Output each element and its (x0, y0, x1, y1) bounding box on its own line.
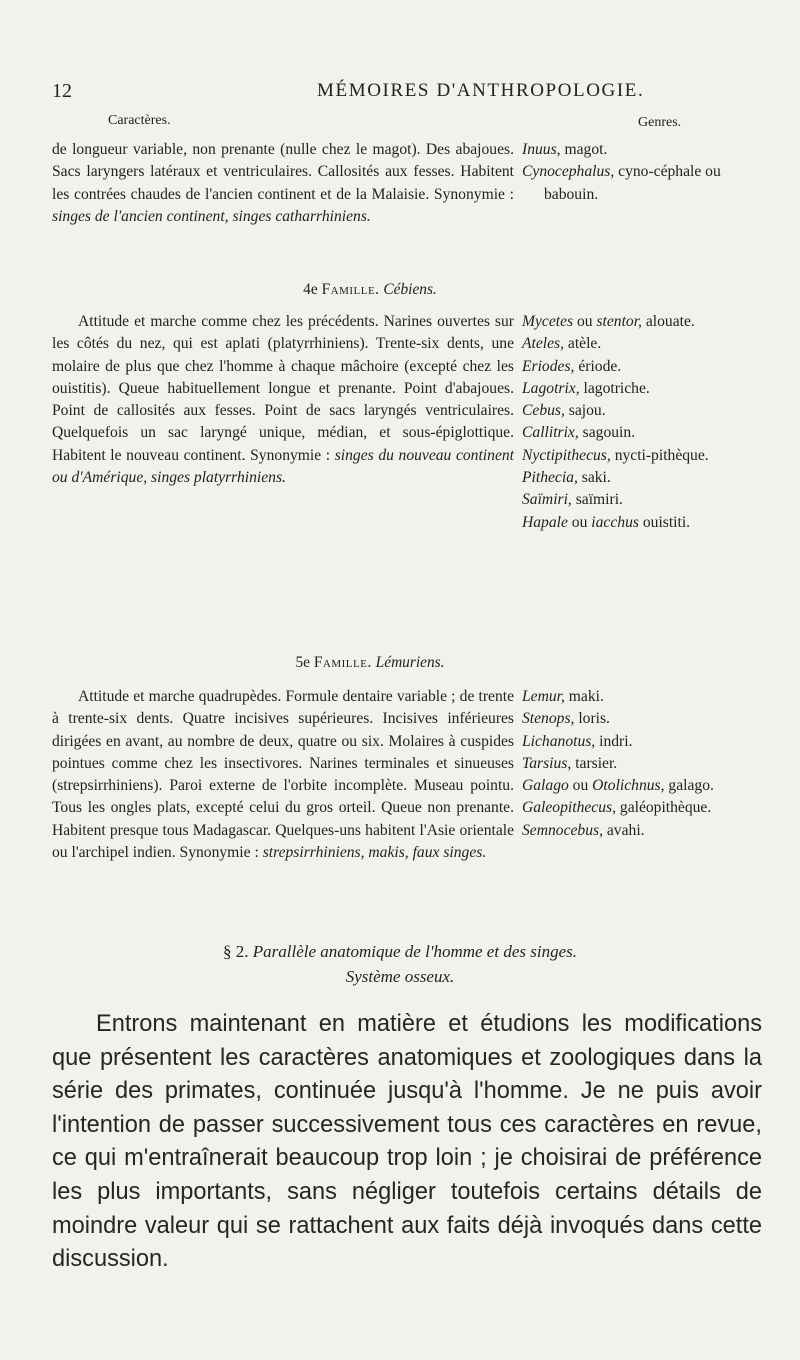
block1-genera (522, 139, 767, 206)
block1-synonym: singes de l'ancien continent, singes catharrhiniens. (52, 207, 371, 225)
block3-text: Attitude et marche quadrupèdes. Formule dentaire variable ; de trente à trente-six dents. Quatre incisives supérieures. Incisives inférieures dirigées en avant, au nombre de deux, quatre ou six. Molaires à cuspides pointues comme chez les insectivores. Narines terminales et sinueuses (strepsirrhiniens). Paroi externe de l'orbite incomplète. Museau pointu. Tous les ongles plats, excepté celui du gros orteil. Queue non prenante. Habitent presque tous Madagascar. Quelques-uns habitent l'Asie orientale ou l'archipel indien. Synonymie : (52, 688, 514, 862)
section-subtitle: Système osseux. (345, 967, 455, 986)
block2-synonym: singes du nouveau continent ou d'Amérique, singes platyrrhiniens. (52, 446, 514, 487)
page-number: 12 (52, 80, 72, 102)
genus-entry: Stenops, loris. (522, 710, 610, 728)
block2-genera (522, 311, 767, 534)
genus-entry: Nyctipithecus, nycti-pithèque. (522, 446, 709, 464)
running-title: MÉMOIRES D'ANTHROPOLOGIE. (317, 80, 645, 101)
section-title: § 2. Parallèle anatomique de l'homme et des singes. (223, 942, 577, 961)
body-text (52, 1008, 762, 1277)
genus-entry: Callitrix, sagouin. (522, 424, 636, 442)
family-heading-5: 5e Famille. Lémuriens. (295, 654, 445, 671)
genus-entry: Cebus, sajou. (522, 402, 606, 420)
family-heading-4: 4e Famille. Cébiens. (303, 281, 437, 298)
block3-synonym: strepsirrhiniens, makis, faux singes. (262, 844, 487, 862)
running-head (52, 80, 732, 110)
genus-entry: Cynocephalus, cyno-céphale ou babouin. (522, 163, 721, 203)
genus-entry: Lagotrix, lagotriche. (522, 379, 650, 397)
genus-entry: Lichanotus, indri. (522, 732, 633, 750)
genus-entry: Semnocebus, avahi. (522, 821, 645, 839)
genus-entry: Pithecia, saki. (522, 469, 611, 487)
genus-entry: Hapale ou iacchus ouistiti. (522, 513, 691, 531)
genus-entry: Eriodes, ériode. (522, 357, 622, 375)
genus-entry: Saïmiri, saïmiri. (522, 491, 623, 509)
genus-entry: Lemur, maki. (522, 688, 604, 705)
block1-characters (52, 139, 514, 228)
genus-entry: Inuus, magot. (522, 141, 608, 158)
block2-characters (52, 311, 514, 489)
genus-entry: Galago ou Otolichnus, galago. (522, 777, 714, 795)
block2-text: Attitude et marche comme chez les précédents. Narines ouvertes sur les côtés du nez, qui est aplati (platyrrhiniens). Trente-six dents, une molaire de plus que chez l'homme à chaque mâchoire (excepté chez les ouistitis). Queue habituellement longue et prenante. Point d'abajoues. Point de callosités aux fesses. Point de sacs laryngés ventriculaires. Quelquefois un sac laryngé unique, médian, et sous-épiglottique. Habitent le nouveau continent. Synonymie : (52, 313, 514, 464)
characters-column-heading: Caractères. (108, 113, 171, 128)
genus-entry: Mycetes ou stentor, alouate. (522, 313, 695, 330)
genus-entry: Galeopithecus, galéopithèque. (522, 799, 712, 817)
block3-genera (522, 686, 767, 842)
genus-entry: Tarsius, tarsier. (522, 754, 618, 772)
genus-entry: Ateles, atèle. (522, 335, 602, 353)
block1-text: de longueur variable, non prenante (nulle chez le magot). Des abajoues. Sacs laryngers latéraux et ventriculaires. Callosités aux fesses. Habitent les contrées chaudes de l'ancien continent et de la Malaisie. Synonymie : (52, 141, 514, 203)
block3-characters (52, 686, 514, 864)
genera-column-heading: Genres. (638, 115, 682, 130)
body-paragraph: Entrons maintenant en matière et étudions les modifications que présentent les caractères anatomiques et zoologiques dans la série des primates, continuée jusqu'à l'homme. Je ne puis avoir l'intention de passer successivement tous ces caractères en revue, ce qui m'entraînerait beaucoup trop loin ; je choisirai de préférence les plus importants, sans négliger toutefois certains détails de moindre valeur qui se rattachent aux faits déjà invoqués dans cette discussion. (52, 1011, 762, 1273)
